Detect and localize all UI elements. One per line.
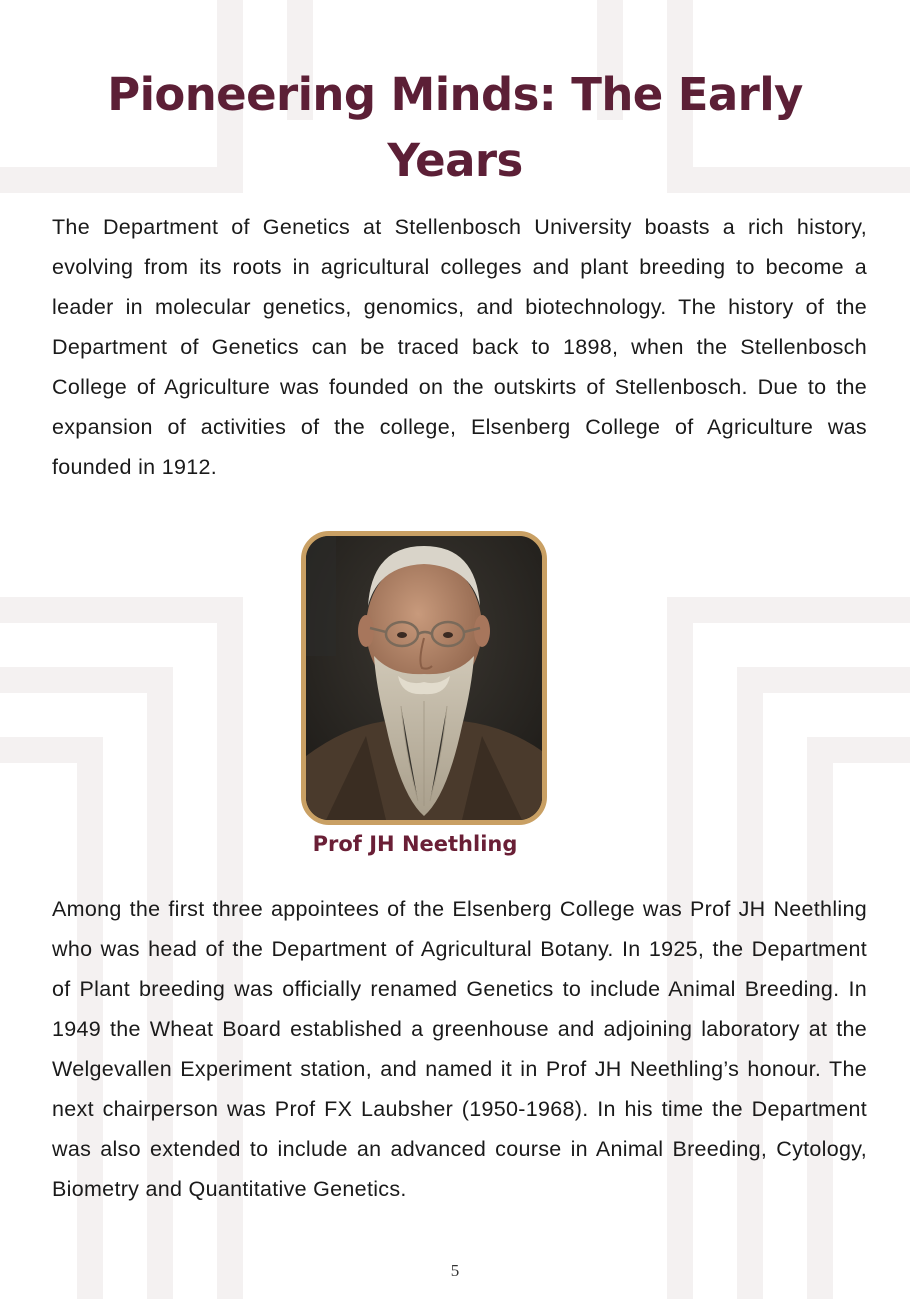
page-title: Pioneering Minds: The Early Years <box>107 68 803 187</box>
history-paragraph: Among the first three appointees of the Elsenberg College was Prof JH Neethling who was head of the Department of Agricultural Botany. In 1925, the Department of Plant breeding was officially renamed Genetics to include Animal Breeding. In 1949 the Wheat Board established a greenhouse and adjoining laboratory at the Welgevallen Experiment station, and named it in Prof JH Neethling’s honour. The next chairperson was Prof FX Laubsher (1950-1968). In his time the Department was also extended to include an advanced course in Animal Breeding, Cytology, Biometry and Quantitative Genetics. <box>52 897 867 1201</box>
portrait-photo <box>301 531 547 825</box>
portrait-caption: Prof JH Neethling <box>312 832 518 856</box>
page-number: 5 <box>450 1261 460 1280</box>
intro-paragraph: The Department of Genetics at Stellenbosch University boasts a rich history, evolving from its roots in agricultural colleges and plant breeding to become a leader in molecular genetics, genomics, and biotechnology. The history of the Department of Genetics can be traced back to 1898, when the Stellenbosch College of Agriculture was founded on the outskirts of Stellenbosch. Due to the expansion of activities of the college, Elsenberg College of Agriculture was founded in 1912. <box>52 215 867 479</box>
portrait-illustration <box>306 536 542 820</box>
